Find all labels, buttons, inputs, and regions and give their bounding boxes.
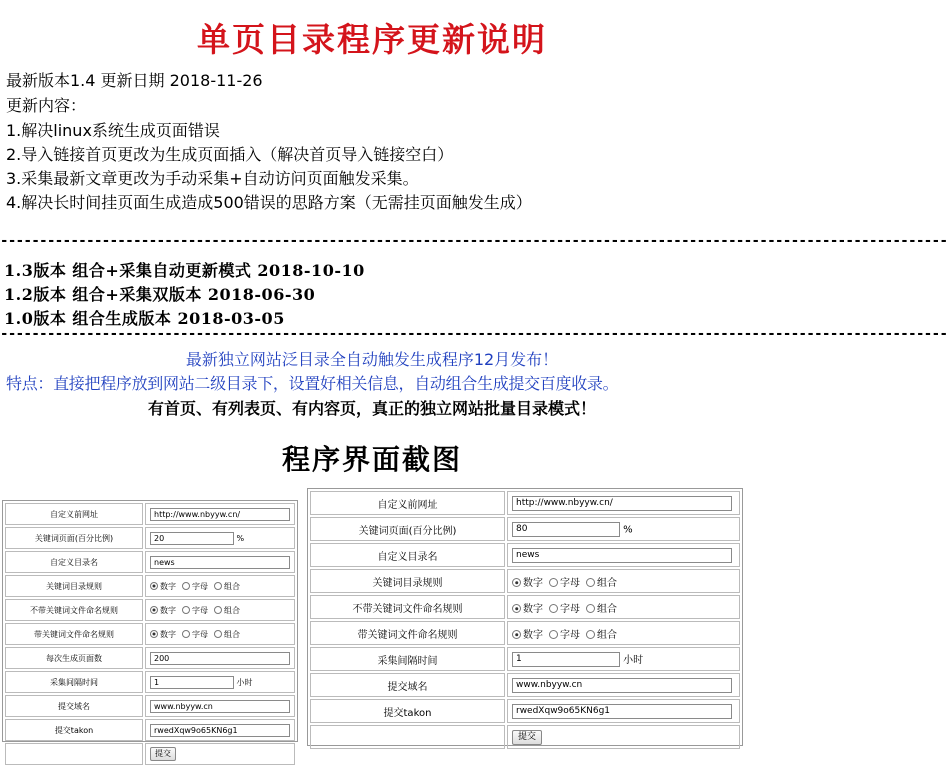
radio-option[interactable] xyxy=(150,606,158,614)
field-label: 自定义目录名 xyxy=(310,543,505,567)
field-label: 关键词目录规则 xyxy=(310,569,505,593)
release-notice: 最新独立网站泛目录全自动触发生成程序12月发布！ xyxy=(185,350,559,369)
form-row xyxy=(5,575,295,597)
field-label: 关键词页面(百分比例) xyxy=(5,527,143,549)
field-value-cell xyxy=(145,575,295,597)
radio-label: 字母 xyxy=(560,629,580,641)
text-input[interactable]: 1 xyxy=(150,676,234,689)
update-item-3: 3.采集最新文章更改为手动采集+自动访问页面触发采集。 xyxy=(6,169,419,188)
radio-option[interactable] xyxy=(214,630,222,638)
text-input[interactable]: news xyxy=(150,556,290,569)
update-item-2: 2.导入链接首页更改为生成页面插入（解决首页导入链接空白） xyxy=(6,145,454,164)
field-value-cell xyxy=(145,671,295,693)
radio-label: 组合 xyxy=(597,603,617,615)
field-label: 关键词目录规则 xyxy=(5,575,143,597)
field-value-cell xyxy=(507,699,740,723)
field-value-cell xyxy=(145,719,295,741)
divider-bottom: ------------------------------------------------------------------------------------------------------------------------- xyxy=(0,326,947,342)
text-input[interactable]: news xyxy=(512,548,732,563)
settings-form-screenshot-left xyxy=(2,500,298,758)
submit-button[interactable]: 提交 xyxy=(150,747,176,761)
field-value-cell xyxy=(145,599,295,621)
form-row xyxy=(5,527,295,549)
form-row xyxy=(5,551,295,573)
version-history-2: 1.2版本 组合+采集双版本 2018-06-30 xyxy=(4,285,316,304)
settings-form-screenshot-right xyxy=(307,488,743,746)
form-row xyxy=(310,699,740,723)
form-row xyxy=(310,517,740,541)
radio-option[interactable] xyxy=(586,578,595,587)
field-label: 提交takon xyxy=(5,719,143,741)
field-label: 采集间隔时间 xyxy=(310,647,505,671)
field-label: 提交takon xyxy=(310,699,505,723)
field-label: 采集间隔时间 xyxy=(5,671,143,693)
form-row xyxy=(5,719,295,741)
form-row xyxy=(5,599,295,621)
radio-label: 数字 xyxy=(160,605,176,615)
form-row xyxy=(5,671,295,693)
form-row xyxy=(5,623,295,645)
text-input[interactable]: www.nbyyw.cn xyxy=(150,700,290,713)
radio-label: 组合 xyxy=(597,629,617,641)
form-row xyxy=(310,595,740,619)
field-label: 自定义前网址 xyxy=(5,503,143,525)
radio-label: 字母 xyxy=(560,577,580,589)
field-label: 带关键词文件命名规则 xyxy=(310,621,505,645)
text-input[interactable]: 200 xyxy=(150,652,290,665)
field-label: 不带关键词文件命名规则 xyxy=(310,595,505,619)
field-value-cell xyxy=(145,695,295,717)
field-value-cell xyxy=(507,569,740,593)
radio-option[interactable] xyxy=(182,582,190,590)
version-history-3: 1.0版本 组合生成版本 2018-03-05 xyxy=(4,309,285,328)
form-row-submit xyxy=(310,725,740,749)
field-value-cell xyxy=(507,621,740,645)
radio-label: 组合 xyxy=(224,581,240,591)
field-label: 带关键词文件命名规则 xyxy=(5,623,143,645)
form-row xyxy=(310,543,740,567)
form-table xyxy=(3,501,297,767)
radio-option[interactable] xyxy=(549,630,558,639)
field-value-cell xyxy=(145,623,295,645)
radio-option[interactable] xyxy=(549,578,558,587)
field-label: 自定义目录名 xyxy=(5,551,143,573)
radio-option[interactable] xyxy=(549,604,558,613)
slogan: 有首页、有列表页、有内容页，真正的独立网站批量目录模式！ xyxy=(147,399,596,418)
form-row xyxy=(5,695,295,717)
radio-label: 组合 xyxy=(224,629,240,639)
form-row-submit xyxy=(5,743,295,765)
radio-option[interactable] xyxy=(182,606,190,614)
text-input[interactable]: www.nbyyw.cn xyxy=(512,678,732,693)
field-label: 不带关键词文件命名规则 xyxy=(5,599,143,621)
radio-label: 字母 xyxy=(192,581,208,591)
field-value-cell xyxy=(507,673,740,697)
field-label: 关键词页面(百分比例) xyxy=(310,517,505,541)
radio-option[interactable] xyxy=(150,582,158,590)
form-row xyxy=(5,503,295,525)
field-value-cell xyxy=(507,595,740,619)
update-item-1: 1.解决linux系统生成页面错误 xyxy=(6,121,220,140)
empty-cell xyxy=(5,743,143,765)
radio-option[interactable] xyxy=(512,578,521,587)
feature-line: 特点：直接把程序放到网站二级目录下，设置好相关信息，自动组合生成提交百度收录。 xyxy=(6,374,619,393)
unit-suffix: 小时 xyxy=(234,677,253,687)
radio-label: 组合 xyxy=(597,577,617,589)
field-label: 每次生成页面数 xyxy=(5,647,143,669)
radio-label: 数字 xyxy=(523,629,543,641)
text-input[interactable]: rwedXqw9o65KN6g1 xyxy=(150,724,290,737)
divider-top: ------------------------------------------------------------------------------------------------------------------------- xyxy=(0,233,947,249)
radio-label: 组合 xyxy=(224,605,240,615)
text-input[interactable]: 1 xyxy=(512,652,620,667)
unit-suffix: % xyxy=(234,533,245,543)
unit-suffix: % xyxy=(620,524,633,535)
submit-cell xyxy=(507,725,740,749)
field-value-cell xyxy=(507,517,740,541)
screenshot-section-title: 程序界面截图 xyxy=(281,443,462,476)
text-input[interactable]: http://www.nbyyw.cn/ xyxy=(512,496,732,511)
field-value-cell xyxy=(145,647,295,669)
radio-label: 字母 xyxy=(560,603,580,615)
content-heading: 更新内容： xyxy=(6,96,87,115)
radio-option[interactable] xyxy=(586,630,595,639)
version-history-1: 1.3版本 组合+采集自动更新模式 2018-10-10 xyxy=(4,261,365,280)
empty-cell xyxy=(310,725,505,749)
radio-label: 数字 xyxy=(523,603,543,615)
radio-option[interactable] xyxy=(214,582,222,590)
submit-button[interactable]: 提交 xyxy=(512,730,542,745)
field-value-cell xyxy=(507,491,740,515)
unit-suffix: 小时 xyxy=(620,654,644,666)
page-title: 单页目录程序更新说明 xyxy=(197,20,547,59)
field-label: 提交域名 xyxy=(310,673,505,697)
field-value-cell xyxy=(507,647,740,671)
field-label: 提交域名 xyxy=(5,695,143,717)
text-input[interactable]: 20 xyxy=(150,532,234,545)
radio-option[interactable] xyxy=(182,630,190,638)
form-row xyxy=(310,569,740,593)
form-row xyxy=(310,673,740,697)
form-row xyxy=(310,621,740,645)
radio-label: 字母 xyxy=(192,605,208,615)
form-table xyxy=(308,489,742,751)
field-value-cell xyxy=(145,503,295,525)
field-value-cell xyxy=(145,551,295,573)
form-row xyxy=(5,647,295,669)
version-line: 最新版本1.4 更新日期 2018-11-26 xyxy=(6,71,263,90)
field-value-cell xyxy=(145,527,295,549)
form-row xyxy=(310,647,740,671)
radio-option[interactable] xyxy=(512,604,521,613)
radio-option[interactable] xyxy=(214,606,222,614)
update-item-4: 4.解决长时间挂页面生成造成500错误的思路方案（无需挂页面触发生成） xyxy=(6,193,532,212)
radio-option[interactable] xyxy=(512,630,521,639)
radio-option[interactable] xyxy=(586,604,595,613)
text-input[interactable]: 80 xyxy=(512,522,620,537)
field-label: 自定义前网址 xyxy=(310,491,505,515)
radio-label: 字母 xyxy=(192,629,208,639)
text-input[interactable]: http://www.nbyyw.cn/ xyxy=(150,508,290,521)
submit-cell xyxy=(145,743,295,765)
radio-label: 数字 xyxy=(160,581,176,591)
form-row xyxy=(310,491,740,515)
field-value-cell xyxy=(507,543,740,567)
text-input[interactable]: rwedXqw9o65KN6g1 xyxy=(512,704,732,719)
radio-option[interactable] xyxy=(150,630,158,638)
radio-label: 数字 xyxy=(523,577,543,589)
radio-label: 数字 xyxy=(160,629,176,639)
